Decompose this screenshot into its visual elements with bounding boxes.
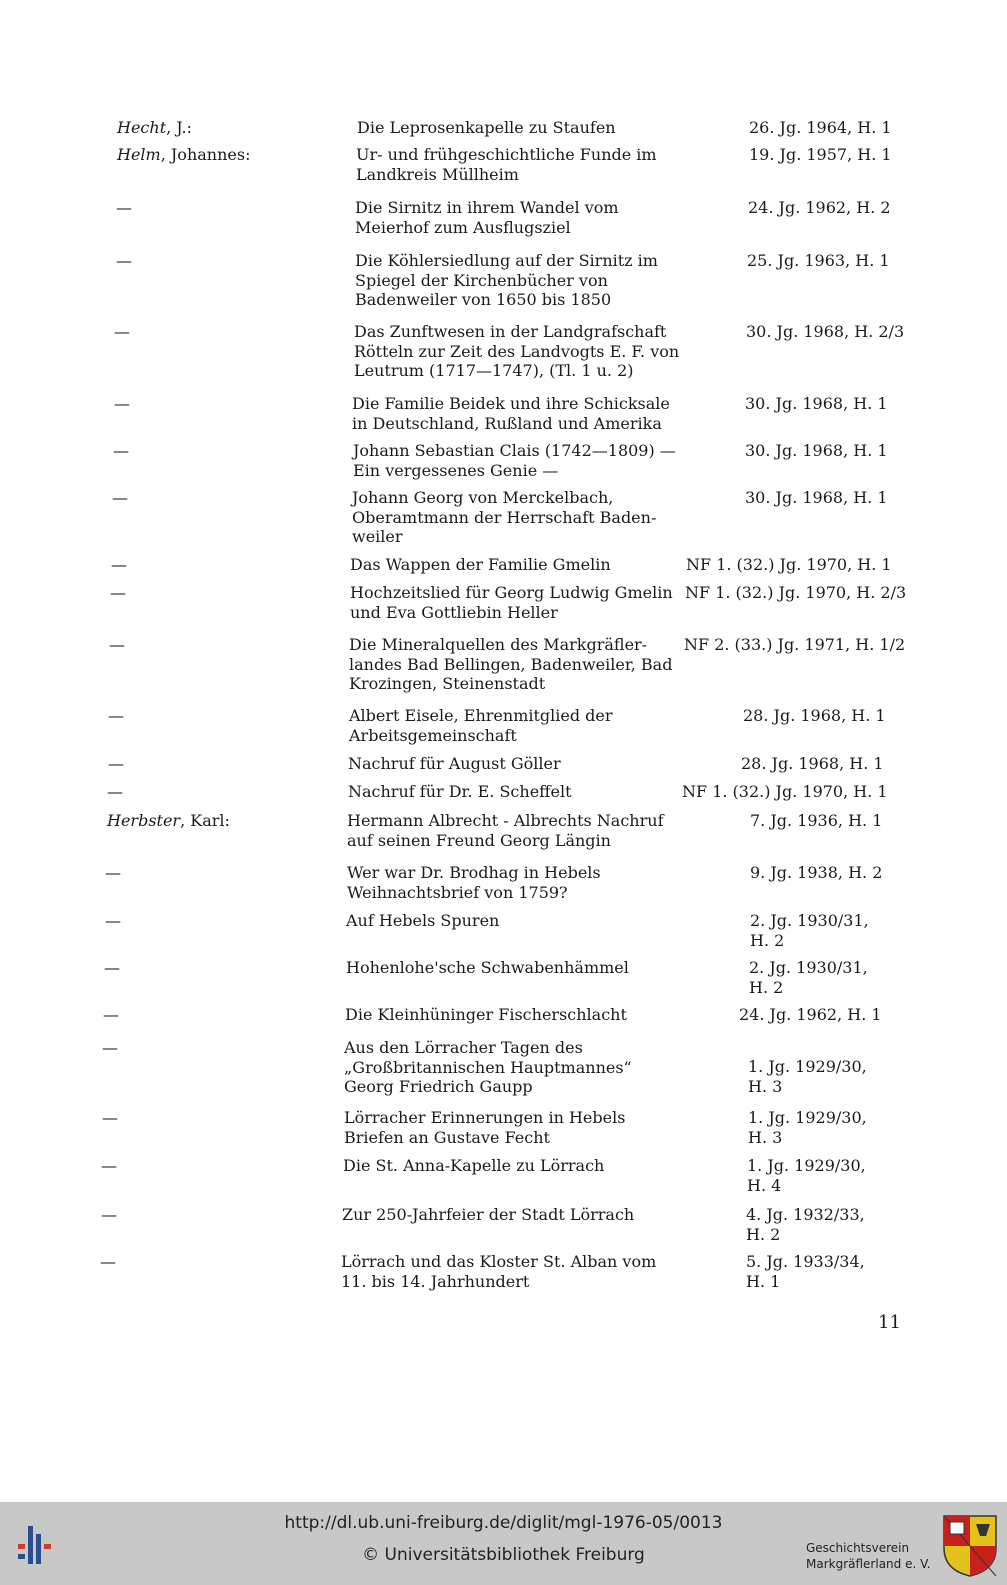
entry-reference: NF 1. (32.) Jg. 1970, H. 1	[682, 782, 888, 801]
entry-reference: 2. Jg. 1930/31, H. 2	[750, 911, 869, 950]
entry-author	[104, 958, 120, 978]
entry-author	[101, 1156, 117, 1176]
entry-title: Hermann Albrecht - Albrechts Nachruf auf seinen Freund Georg Längin	[347, 811, 664, 850]
ditto-dash: —	[108, 706, 124, 725]
ditto-dash: —	[113, 441, 129, 460]
ditto-dash: —	[107, 782, 123, 801]
entry-reference: 24. Jg. 1962, H. 2	[748, 198, 891, 217]
entry-title: Zur 250-Jahrfeier der Stadt Lörrach	[342, 1205, 635, 1224]
entry-author	[114, 394, 130, 414]
society-name-line1: Geschichtsverein	[806, 1541, 910, 1555]
entry-author	[103, 1005, 119, 1025]
entry-title: Lörracher Erinnerungen in Hebels Briefen an Gustave Fecht	[344, 1108, 626, 1147]
entry-author	[102, 1038, 118, 1058]
ditto-dash: —	[105, 911, 121, 930]
entry-title: Auf Hebels Spuren	[346, 911, 500, 930]
ditto-dash: —	[116, 198, 132, 217]
entry-title: Die Leprosenkapelle zu Staufen	[357, 118, 616, 137]
author-given-name: , Johannes:	[160, 145, 251, 164]
ditto-dash: —	[104, 958, 120, 977]
entry-reference: 2. Jg. 1930/31, H. 2	[749, 958, 868, 997]
entry-title: Hochzeitslied für Georg Ludwig Gmelin und Eva Gottliebin Heller	[350, 583, 673, 622]
society-name-line2: Markgräflerland e. V.	[806, 1557, 931, 1571]
entry-reference: 9. Jg. 1938, H. 2	[750, 863, 883, 882]
entry-reference: 26. Jg. 1964, H. 1	[749, 118, 892, 137]
ditto-dash: —	[109, 635, 125, 654]
entry-title: Die Mineralquellen des Markgräfler-landes Bad Bellingen, Badenweiler, Bad Krozingen, Steinenstadt	[349, 635, 673, 693]
entry-title: Die St. Anna-Kapelle zu Lörrach	[343, 1156, 605, 1175]
entry-title: Die Familie Beidek und ihre Schicksale in Deutschland, Rußland und Amerika	[352, 394, 670, 433]
entry-author	[108, 754, 124, 774]
page-number: 11	[878, 1312, 901, 1333]
entry-title: Das Zunftwesen in der Landgrafschaft Rötteln zur Zeit des Landvogts E. F. von Leutrum (1717—1747), (Tl. 1 u. 2)	[354, 322, 680, 380]
entry-reference: NF 1. (32.) Jg. 1970, H. 1	[686, 555, 892, 574]
entry-author	[117, 118, 192, 138]
ditto-dash: —	[105, 863, 121, 882]
entry-author	[102, 1108, 118, 1128]
entry-title: Das Wappen der Familie Gmelin	[350, 555, 611, 574]
ditto-dash: —	[108, 754, 124, 773]
society-name	[806, 1540, 931, 1572]
entry-reference: 1. Jg. 1929/30, H. 3	[748, 1108, 867, 1147]
footer-url-link[interactable]: http://dl.ub.uni-freiburg.de/diglit/mgl-1976-05/0013	[284, 1513, 723, 1533]
entry-title: Aus den Lörracher Tagen des „Großbritannischen Hauptmannes“ Georg Friedrich Gaupp	[344, 1038, 632, 1096]
entry-author	[110, 583, 126, 603]
entry-reference: 28. Jg. 1968, H. 1	[741, 754, 884, 773]
entry-author	[114, 322, 130, 342]
ditto-dash: —	[114, 394, 130, 413]
ditto-dash: —	[116, 251, 132, 270]
entry-author	[111, 555, 127, 575]
entry-title: Lörrach und das Kloster St. Alban vom 11. bis 14. Jahrhundert	[341, 1252, 657, 1291]
entry-author	[116, 198, 132, 218]
entry-reference: 1. Jg. 1929/30, H. 3	[748, 1057, 867, 1096]
entry-reference: 1. Jg. 1929/30, H. 4	[747, 1156, 866, 1195]
entry-author	[108, 706, 124, 726]
entry-reference: NF 2. (33.) Jg. 1971, H. 1/2	[684, 635, 906, 654]
entry-title: Die Sirnitz in ihrem Wandel vom Meierhof zum Ausflugsziel	[355, 198, 619, 237]
entry-reference: NF 1. (32.) Jg. 1970, H. 2/3	[685, 583, 907, 602]
entry-title: Albert Eisele, Ehrenmitglied der Arbeitsgemeinschaft	[349, 706, 613, 745]
ditto-dash: —	[112, 488, 128, 507]
author-given-name: , J.:	[166, 118, 192, 137]
entry-reference: 4. Jg. 1932/33, H. 2	[746, 1205, 865, 1244]
entry-reference: 19. Jg. 1957, H. 1	[749, 145, 892, 164]
entry-reference: 30. Jg. 1968, H. 1	[745, 488, 888, 507]
ditto-dash: —	[114, 322, 130, 341]
entry-author	[107, 811, 230, 831]
society-crest-icon	[942, 1514, 998, 1578]
entry-author	[109, 635, 125, 655]
entry-author	[105, 863, 121, 883]
entry-reference: 7. Jg. 1936, H. 1	[750, 811, 883, 830]
entry-title: Wer war Dr. Brodhag in Hebels Weihnachtsbrief von 1759?	[347, 863, 601, 902]
ditto-dash: —	[102, 1038, 118, 1057]
entry-author	[107, 782, 123, 802]
entry-author	[100, 1252, 116, 1272]
entry-title: Die Kleinhüninger Fischerschlacht	[345, 1005, 627, 1024]
entry-title: Johann Sebastian Clais (1742—1809) — Ein vergessenes Genie —	[353, 441, 676, 480]
footer-bar	[0, 1502, 1007, 1585]
author-surname: Hecht	[117, 118, 167, 137]
ditto-dash: —	[101, 1156, 117, 1175]
entry-author	[105, 911, 121, 931]
ditto-dash: —	[110, 583, 126, 602]
ditto-dash: —	[111, 555, 127, 574]
entry-title: Hohenlohe'sche Schwabenhämmel	[346, 958, 629, 977]
author-surname: Herbster	[107, 811, 181, 830]
ditto-dash: —	[102, 1108, 118, 1127]
entry-author	[113, 441, 129, 461]
footer-copyright: © Universitätsbibliothek Freiburg	[362, 1545, 645, 1565]
entry-title: Johann Georg von Merckelbach, Oberamtmann der Herrschaft Baden-weiler	[352, 488, 657, 546]
entry-reference: 5. Jg. 1933/34, H. 1	[746, 1252, 865, 1291]
entry-author	[112, 488, 128, 508]
author-given-name: , Karl:	[180, 811, 230, 830]
author-surname: Helm	[117, 145, 161, 164]
entry-reference: 30. Jg. 1968, H. 1	[745, 441, 888, 460]
entry-title: Die Köhlersiedlung auf der Sirnitz im Spiegel der Kirchenbücher von Badenweiler von 1650 bis 1850	[355, 251, 658, 309]
ditto-dash: —	[103, 1005, 119, 1024]
entry-reference: 25. Jg. 1963, H. 1	[747, 251, 890, 270]
entry-reference: 30. Jg. 1968, H. 2/3	[746, 322, 905, 341]
entry-title: Nachruf für August Göller	[348, 754, 561, 773]
ditto-dash: —	[101, 1205, 117, 1224]
entry-author	[116, 251, 132, 271]
ditto-dash: —	[100, 1252, 116, 1271]
entry-reference: 28. Jg. 1968, H. 1	[743, 706, 886, 725]
entry-reference: 24. Jg. 1962, H. 1	[739, 1005, 882, 1024]
entry-reference: 30. Jg. 1968, H. 1	[745, 394, 888, 413]
entry-author	[117, 145, 250, 165]
entry-author	[101, 1205, 117, 1225]
entry-title: Nachruf für Dr. E. Scheffelt	[348, 782, 572, 801]
entry-title: Ur- und frühgeschichtliche Funde im Landkreis Müllheim	[356, 145, 657, 184]
